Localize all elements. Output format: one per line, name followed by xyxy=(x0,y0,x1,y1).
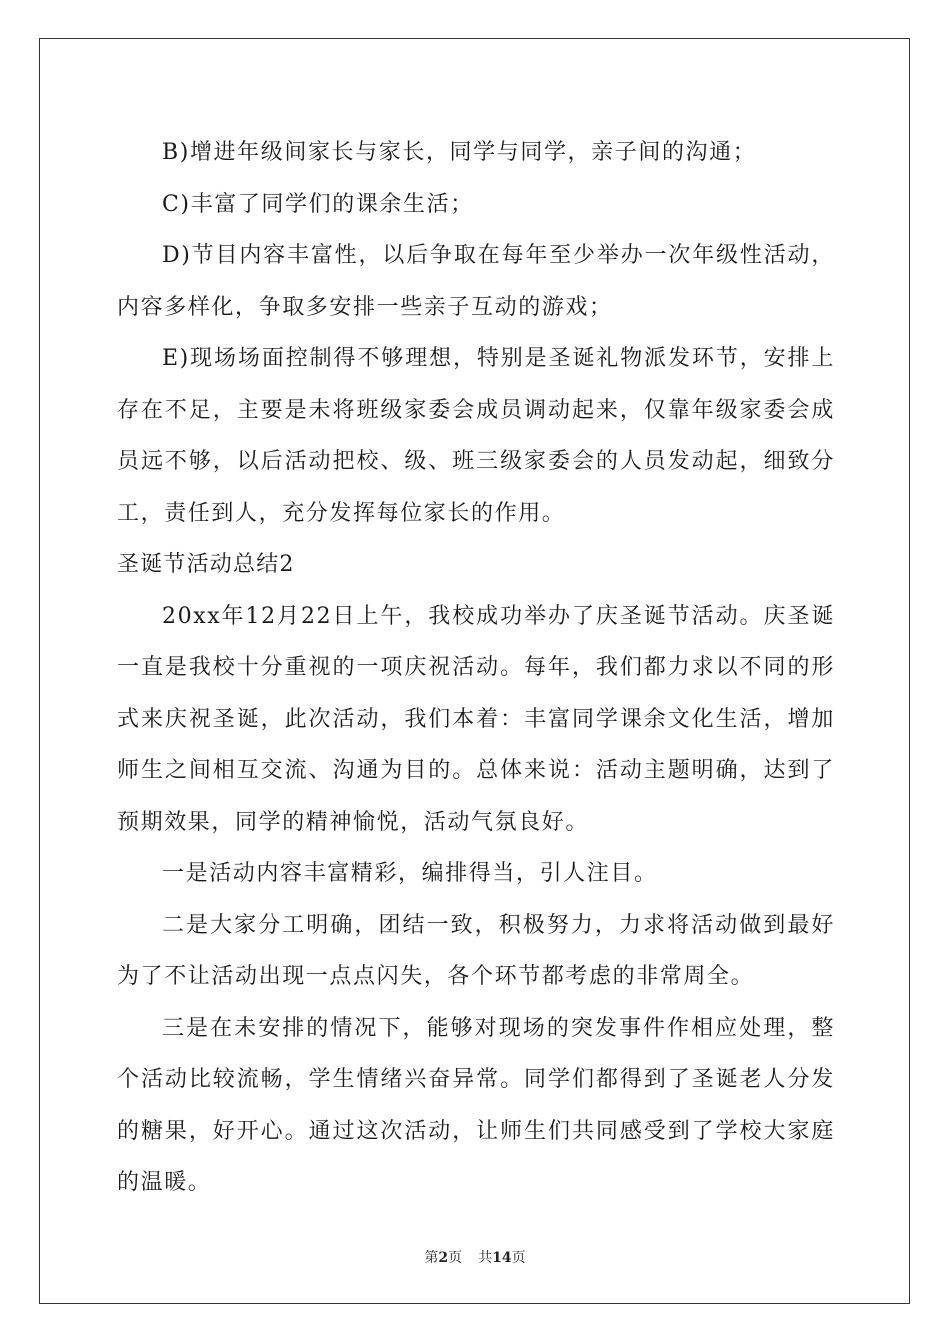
current-page-number: 2 xyxy=(438,1250,449,1266)
paragraph-point-1: 一是活动内容丰富精彩，编排得当，引人注目。 xyxy=(162,861,658,886)
total-page-count: 14 xyxy=(492,1250,512,1266)
paragraph-b: B)增进年级间家长与家长，同学与同学，亲子间的沟通； xyxy=(162,140,757,165)
paragraph-summary: 20xx年12月22日上午，我校成功举办了庆圣诞节活动。庆圣诞一直是我校十分重视的一项庆祝活动。每年，我们都力求以不同的形式来庆祝圣诞，此次活动，我们本着：丰富同学课余文化生活，增加师生之间相互交流、沟通为目的。总体来说：活动主题明确，达到了预期效果，同学的精神愉悦，活动气氛良好。 xyxy=(117,603,835,835)
page-suffix: 页 xyxy=(448,1250,463,1266)
section-title: 圣诞节活动总结2 xyxy=(117,552,295,577)
paragraph-d: D)节目内容丰富性，以后争取在每年至少举办一次年级性活动，内容多样化，争取多安排一些亲子互动的游戏； xyxy=(117,243,835,320)
total-suffix: 页 xyxy=(511,1250,526,1266)
paragraph-point-2: 二是大家分工明确，团结一致，积极努力，力求将活动做到最好为了不让活动出现一点点闪失，各个环节都考虑的非常周全。 xyxy=(117,912,835,989)
page-prefix: 第 xyxy=(424,1250,439,1266)
total-prefix: 共 xyxy=(478,1250,493,1266)
document-body xyxy=(117,127,835,1209)
paragraph-e: E)现场场面控制得不够理想，特别是圣诞礼物派发环节，安排上存在不足，主要是未将班级家委会成员调动起来，仅靠年级家委会成员远不够，以后活动把校、级、班三级家委会的人员发动起，细致分工，责任到人，充分发挥每位家长的作用。 xyxy=(117,346,835,526)
page-footer xyxy=(0,1247,950,1267)
paragraph-point-3: 三是在未安排的情况下，能够对现场的突发事件作相应处理，整个活动比较流畅，学生情绪兴奋异常。同学们都得到了圣诞老人分发的糖果，好开心。通过这次活动，让师生们共同感受到了学校大家庭的温暖。 xyxy=(117,1015,835,1195)
paragraph-c: C)丰富了同学们的课余生活； xyxy=(162,191,474,217)
